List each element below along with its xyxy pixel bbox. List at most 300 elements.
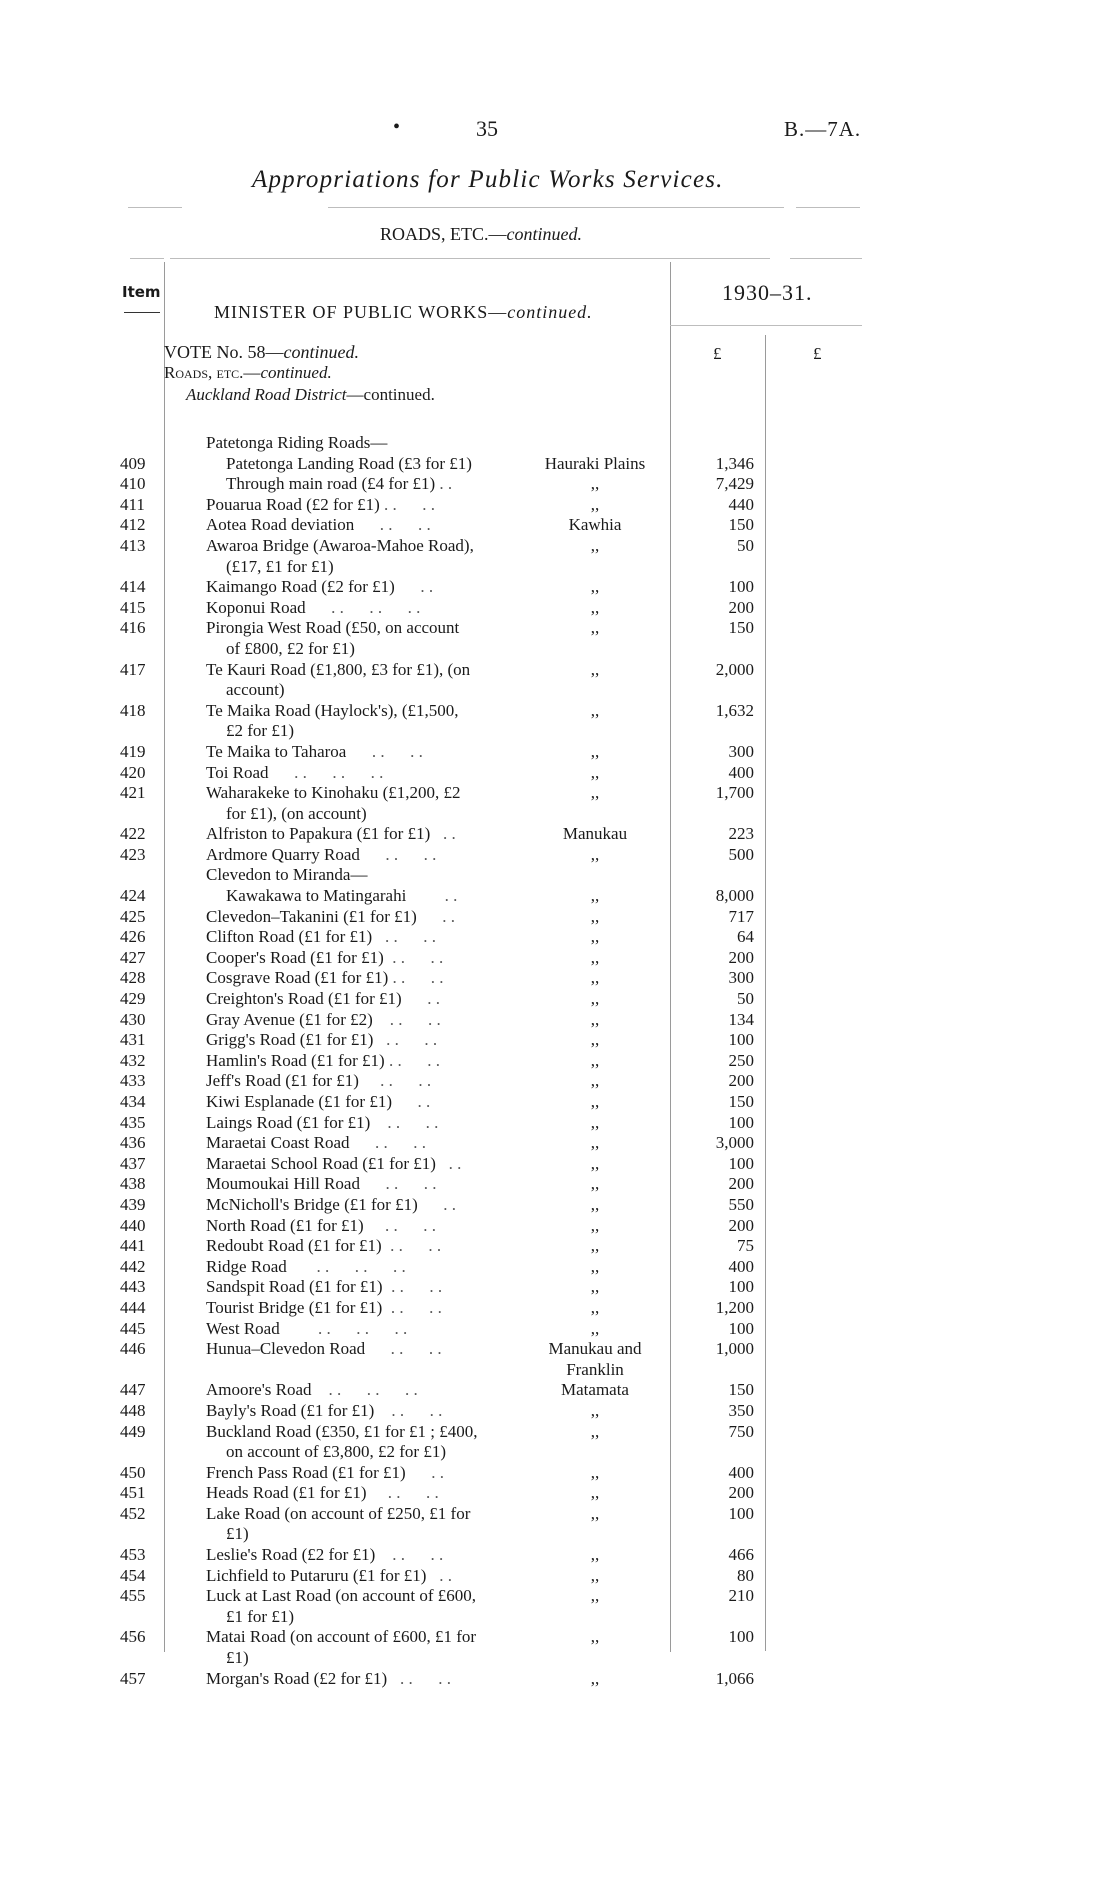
- item-description-text: North Road (£1 for £1): [206, 1215, 364, 1235]
- item-description: [226, 886, 457, 907]
- item-number: 412: [120, 515, 146, 535]
- item-description-text: Jeff's Road (£1 for £1): [206, 1071, 359, 1091]
- item-number: 425: [120, 906, 146, 926]
- leader-dots: . . . .: [382, 1277, 443, 1297]
- amount: 150: [728, 618, 754, 638]
- subtitle-continued: continued.: [506, 224, 582, 244]
- leader-dots: . . . .: [359, 1174, 437, 1194]
- roads-continued: continued.: [260, 363, 332, 382]
- table-row: [0, 1236, 1114, 1257]
- amount: 250: [728, 1050, 754, 1070]
- item-description-text: West Road: [206, 1318, 280, 1338]
- item-number: 420: [120, 762, 146, 782]
- table-row: [0, 1401, 1114, 1422]
- item-description: [206, 1339, 442, 1360]
- table-row: [0, 742, 1114, 763]
- table-row: [0, 701, 1114, 722]
- table-row: [0, 557, 1114, 578]
- item-description-text: Buckland Road (£350, £1 for £1 ; £400,: [206, 1421, 478, 1441]
- table-row: [0, 721, 1114, 742]
- item-number: 436: [120, 1133, 146, 1153]
- item-description: [206, 1133, 426, 1154]
- item-number: 410: [120, 474, 146, 494]
- district: ,,: [590, 1112, 600, 1132]
- table-row: [0, 1504, 1114, 1525]
- district: ,,: [590, 1256, 600, 1276]
- table-row: [0, 639, 1114, 660]
- item-number: 414: [120, 577, 146, 597]
- item-description: [206, 495, 435, 516]
- leader-dots: . . . .: [373, 1030, 438, 1050]
- item-number: 421: [120, 783, 146, 803]
- district: ,,: [590, 1545, 600, 1565]
- table-row: [0, 598, 1114, 619]
- district-heading: [186, 385, 435, 405]
- district: ,,: [590, 700, 600, 720]
- item-description: [206, 598, 420, 619]
- ministry-heading: [214, 302, 593, 323]
- item-description-text: Maraetai Coast Road: [206, 1133, 350, 1153]
- item-description-text: account): [226, 680, 285, 700]
- item-description: [206, 1463, 444, 1484]
- item-description-text: £1): [226, 1524, 249, 1544]
- district: ,,: [590, 1318, 600, 1338]
- table-top-rule-center: [170, 258, 770, 259]
- item-label-rule: [124, 312, 160, 313]
- district: ,,: [590, 1400, 600, 1420]
- amount: 200: [728, 1174, 754, 1194]
- district: Kawhia: [568, 515, 622, 535]
- item-description: [206, 865, 367, 886]
- item-number: 415: [120, 597, 146, 617]
- item-description-text: Kawakawa to Matingarahi: [226, 886, 407, 906]
- amount: 440: [728, 494, 754, 514]
- table-row: [0, 536, 1114, 557]
- leader-dots: . . . .: [346, 741, 423, 761]
- amount: 400: [728, 762, 754, 782]
- amount: 200: [728, 1215, 754, 1235]
- document-reference: B.—7A.: [784, 117, 862, 141]
- item-description-text: Laings Road (£1 for £1): [206, 1112, 371, 1132]
- item-description-text: Patetonga Riding Roads—: [206, 433, 388, 452]
- item-description: [206, 1422, 478, 1443]
- amount: 3,000: [715, 1133, 754, 1153]
- amount: 1,700: [715, 783, 754, 803]
- district: ,,: [590, 577, 600, 597]
- district: ,,: [590, 1503, 600, 1523]
- amount: 1,066: [715, 1668, 754, 1688]
- item-description: [226, 1442, 446, 1463]
- district: ,,: [590, 618, 600, 638]
- district: ,,: [590, 968, 600, 988]
- district: Hauraki Plains: [544, 453, 646, 473]
- item-number: 448: [120, 1400, 146, 1420]
- item-description: [206, 515, 431, 536]
- table-top-rule-right: [790, 258, 862, 259]
- leader-dots: . .: [406, 886, 458, 906]
- leader-dots: . . . .: [384, 1050, 440, 1070]
- district: ,,: [590, 886, 600, 906]
- district: Manukau: [562, 824, 628, 844]
- ministry-continued: continued.: [507, 302, 593, 322]
- item-description: [206, 1669, 451, 1690]
- table-row: [0, 1648, 1114, 1669]
- amount: 80: [737, 1565, 754, 1585]
- amount: 200: [728, 947, 754, 967]
- item-description-text: Clevedon–Takanini (£1 for £1): [206, 906, 417, 926]
- amount: 200: [728, 597, 754, 617]
- table-row: [0, 577, 1114, 598]
- item-description-text: £1 for £1): [226, 1606, 294, 1626]
- leader-dots: . .: [426, 1565, 452, 1585]
- item-description: [226, 721, 294, 742]
- title-rule-left: [128, 207, 182, 208]
- item-description-text: Through main road (£4 for £1): [226, 474, 436, 494]
- amount: 100: [728, 1277, 754, 1297]
- leader-dots: . . . .: [381, 1236, 442, 1256]
- item-description-text: Alfriston to Papakura (£1 for £1): [206, 824, 431, 844]
- item-description-text: Luck at Last Road (on account of £600,: [206, 1586, 477, 1606]
- leader-dots: . .: [392, 1092, 431, 1111]
- district: ,,: [590, 1030, 600, 1050]
- item-description-text: Tourist Bridge (£1 for £1): [206, 1297, 383, 1317]
- item-description: [206, 907, 455, 928]
- item-description: [206, 1319, 407, 1340]
- amount: 100: [728, 1030, 754, 1050]
- item-description: [206, 1010, 441, 1031]
- item-number: 454: [120, 1565, 146, 1585]
- amount: 350: [728, 1400, 754, 1420]
- table-row: [0, 515, 1114, 536]
- table-row: [0, 1216, 1114, 1237]
- pound-symbol-2: £: [813, 344, 822, 363]
- item-number: 447: [120, 1380, 146, 1400]
- roads-main: Roads, etc.—: [164, 363, 261, 382]
- district: ,,: [590, 783, 600, 803]
- leader-dots: . . . .: [375, 1545, 444, 1565]
- title-rule-right: [796, 207, 860, 208]
- amount: 223: [728, 824, 754, 844]
- leader-dots: . . . .: [374, 1400, 443, 1420]
- item-description-text: Kiwi Esplanade (£1 for £1): [206, 1092, 393, 1111]
- leader-dots: . .: [416, 906, 456, 926]
- item-number: 453: [120, 1545, 146, 1565]
- pound-symbol-1: £: [713, 344, 722, 363]
- amount: 1,200: [715, 1297, 754, 1317]
- district: Matamata: [561, 1380, 629, 1400]
- item-description: [206, 1174, 436, 1195]
- amount: 200: [728, 1071, 754, 1091]
- district: ,,: [590, 1565, 600, 1585]
- table-row: [0, 865, 1114, 886]
- item-description: [206, 1195, 456, 1216]
- item-description-text: £2 for £1): [226, 721, 294, 741]
- amount: 50: [737, 535, 754, 555]
- leader-dots: . . . .: [387, 1668, 451, 1688]
- item-description-text: Te Kauri Road (£1,800, £3 for £1), (on: [206, 659, 471, 679]
- item-description: [206, 660, 470, 681]
- table-row: [0, 783, 1114, 804]
- district: ,,: [590, 1277, 600, 1297]
- district: ,,: [590, 989, 600, 1009]
- table-row: [0, 1051, 1114, 1072]
- item-description-text: Matai Road (on account of £600, £1 for: [206, 1627, 477, 1647]
- item-description: [206, 1277, 442, 1298]
- table-row: [0, 1669, 1114, 1690]
- district: ,,: [590, 1483, 600, 1503]
- table-row: [0, 1607, 1114, 1628]
- item-description-text: Leslie's Road (£2 for £1): [206, 1545, 376, 1565]
- amount: 2,000: [715, 659, 754, 679]
- amount: 64: [737, 927, 754, 947]
- district: ,,: [590, 927, 600, 947]
- item-description-text: Te Maika to Taharoa: [206, 741, 347, 761]
- table-row: [0, 1133, 1114, 1154]
- amount: 200: [728, 1483, 754, 1503]
- table-row: [0, 1010, 1114, 1031]
- item-description-text: Heads Road (£1 for £1): [206, 1483, 367, 1503]
- item-number: 443: [120, 1277, 146, 1297]
- item-description: [206, 1216, 436, 1237]
- item-description-text: Lichfield to Putaruru (£1 for £1): [206, 1565, 427, 1585]
- district-continued: —continued.: [346, 385, 435, 404]
- table-row: [0, 1483, 1114, 1504]
- item-description-text: Ardmore Quarry Road: [206, 844, 360, 864]
- table-row: [0, 1463, 1114, 1484]
- table-row: [0, 1545, 1114, 1566]
- item-description-text: (£17, £1 for £1): [226, 556, 334, 576]
- item-number: 451: [120, 1483, 146, 1503]
- item-description: [206, 1071, 431, 1092]
- leader-dots: . . . .: [349, 1133, 427, 1153]
- table-row: [0, 660, 1114, 681]
- district: ,,: [590, 1153, 600, 1173]
- district: ,,: [590, 1462, 600, 1482]
- item-description: [206, 968, 444, 989]
- subtitle-main: ROADS, ETC.—: [380, 224, 507, 244]
- item-description: [206, 845, 436, 866]
- item-description: [206, 1030, 437, 1051]
- district: ,,: [590, 1050, 600, 1070]
- item-number: 441: [120, 1236, 146, 1256]
- item-description: [226, 454, 472, 475]
- amount: 100: [728, 1627, 754, 1647]
- leader-dots: . . . . . .: [311, 1380, 418, 1400]
- amount: 550: [728, 1194, 754, 1214]
- item-description-text: Bayly's Road (£1 for £1): [206, 1400, 375, 1420]
- leader-dots: . . . . . .: [279, 1318, 408, 1338]
- leader-dots: . . . .: [372, 1009, 441, 1029]
- district: Manukau and: [548, 1339, 642, 1359]
- item-description-text: Hamlin's Road (£1 for £1): [206, 1050, 385, 1070]
- table-row: [0, 1422, 1114, 1443]
- table-row: [0, 1257, 1114, 1278]
- item-number: 435: [120, 1112, 146, 1132]
- item-description: [226, 1524, 249, 1545]
- leader-dots: . . . . . .: [305, 597, 421, 617]
- item-description: [206, 927, 436, 948]
- item-description-text: Patetonga Landing Road (£3 for £1): [226, 453, 472, 473]
- item-number: 446: [120, 1339, 146, 1359]
- amount: 300: [728, 968, 754, 988]
- amount: 717: [728, 906, 754, 926]
- table-row: [0, 454, 1114, 475]
- item-description-text: Awaroa Bridge (Awaroa-Mahoe Road),: [206, 535, 474, 555]
- table-top-rule-left: [130, 258, 164, 259]
- item-description: [206, 701, 459, 722]
- year-heading: 1930–31.: [722, 280, 813, 305]
- item-description: [206, 1504, 470, 1525]
- table-row: [0, 1030, 1114, 1051]
- item-number: 437: [120, 1153, 146, 1173]
- item-number: 409: [120, 453, 146, 473]
- leader-dots: . .: [401, 989, 440, 1009]
- item-description-text: for £1), (on account): [226, 803, 367, 823]
- district: ,,: [590, 1092, 600, 1111]
- amount: 150: [728, 1092, 754, 1111]
- item-description: [226, 639, 355, 660]
- item-description: [206, 1380, 418, 1401]
- leader-dots: . . . .: [379, 494, 435, 514]
- item-description-text: Toi Road: [206, 762, 269, 782]
- table-row: [0, 845, 1114, 866]
- item-description: [206, 1483, 439, 1504]
- item-description-text: Creighton's Road (£1 for £1): [206, 989, 402, 1009]
- amount: 400: [728, 1256, 754, 1276]
- district: ,,: [590, 741, 600, 761]
- item-description-text: Hunua–Clevedon Road: [206, 1339, 366, 1359]
- district: ,,: [590, 1215, 600, 1235]
- table-row: [0, 1627, 1114, 1648]
- item-description: [206, 1627, 476, 1648]
- table-row: [0, 989, 1114, 1010]
- table-row: [0, 495, 1114, 516]
- item-description: [206, 742, 423, 763]
- amount: 7,429: [715, 474, 754, 494]
- item-column-label: Item: [122, 283, 161, 301]
- item-number: 431: [120, 1030, 146, 1050]
- item-description-text: Clevedon to Miranda—: [206, 865, 368, 885]
- amount: 100: [728, 1112, 754, 1132]
- item-number: 427: [120, 947, 146, 967]
- district: ,,: [590, 1194, 600, 1214]
- item-description-text: Gray Avenue (£1 for £2): [206, 1009, 373, 1029]
- table-row: [0, 433, 1114, 454]
- amount: 1,632: [715, 700, 754, 720]
- year-under-rule: [670, 325, 862, 326]
- item-number: 424: [120, 886, 146, 906]
- item-number: 423: [120, 844, 146, 864]
- item-description-text: Koponui Road: [206, 597, 306, 617]
- table-row: [0, 886, 1114, 907]
- amount: 210: [728, 1586, 754, 1606]
- item-description-text: on account of £3,800, £2 for £1): [226, 1442, 447, 1462]
- item-description-text: Morgan's Road (£2 for £1): [206, 1668, 388, 1688]
- item-description: [206, 1154, 461, 1175]
- item-description: [206, 1092, 430, 1113]
- item-description-text: Kaimango Road (£2 for £1): [206, 577, 395, 597]
- district: ,,: [590, 1421, 600, 1441]
- district: ,,: [590, 535, 600, 555]
- item-description: [206, 1545, 443, 1566]
- item-number: 411: [120, 494, 145, 514]
- district: ,,: [590, 1133, 600, 1153]
- district: ,,: [590, 1009, 600, 1029]
- item-number: 445: [120, 1318, 146, 1338]
- item-number: 430: [120, 1009, 146, 1029]
- item-description: [206, 1257, 406, 1278]
- table-row: [0, 1113, 1114, 1134]
- item-description-text: Te Maika Road (Haylock's), (£1,500,: [206, 700, 459, 720]
- district: ,,: [590, 844, 600, 864]
- amount: 150: [728, 1380, 754, 1400]
- amount: 50: [737, 989, 754, 1009]
- item-description-text: French Pass Road (£1 for £1): [206, 1462, 406, 1482]
- district: ,,: [590, 474, 600, 494]
- amount: 750: [728, 1421, 754, 1441]
- table-row: [0, 1442, 1114, 1463]
- district: ,,: [590, 1297, 600, 1317]
- item-description-text: Cooper's Road (£1 for £1): [206, 947, 384, 967]
- item-description: [206, 783, 461, 804]
- item-description: [206, 824, 456, 845]
- item-number: 452: [120, 1503, 146, 1523]
- table-row: [0, 824, 1114, 845]
- district: ,,: [590, 1627, 600, 1647]
- item-number: 418: [120, 700, 146, 720]
- table-row: [0, 1277, 1114, 1298]
- item-number: 449: [120, 1421, 146, 1441]
- table-row: [0, 1586, 1114, 1607]
- item-description: [206, 763, 383, 784]
- item-number: 457: [120, 1668, 146, 1688]
- item-description-text: Maraetai School Road (£1 for £1): [206, 1153, 436, 1173]
- item-number: 434: [120, 1092, 146, 1111]
- item-description: [206, 1051, 440, 1072]
- item-description-text: McNicholl's Bridge (£1 for £1): [206, 1194, 418, 1214]
- item-number: 456: [120, 1627, 146, 1647]
- leader-dots: . .: [435, 1153, 462, 1173]
- item-number: 455: [120, 1586, 146, 1606]
- table-row: [0, 1319, 1114, 1340]
- item-number: 438: [120, 1174, 146, 1194]
- leader-dots: . . . .: [358, 1071, 432, 1091]
- amount: 400: [728, 1462, 754, 1482]
- table-row: [0, 1566, 1114, 1587]
- leader-dots: . . . .: [366, 1483, 439, 1503]
- amount: 100: [728, 1153, 754, 1173]
- item-description-text: Sandspit Road (£1 for £1): [206, 1277, 383, 1297]
- item-description: [206, 1236, 441, 1257]
- item-description: [226, 557, 334, 578]
- table-row: [0, 907, 1114, 928]
- item-number: 439: [120, 1194, 146, 1214]
- district: ,,: [590, 1236, 600, 1256]
- header-dot: •: [393, 116, 401, 138]
- amount: 150: [728, 515, 754, 535]
- table-row: [0, 1360, 1114, 1381]
- vote-heading: [164, 342, 359, 363]
- amount: 134: [728, 1009, 754, 1029]
- table-row: [0, 1071, 1114, 1092]
- leader-dots: . . . .: [383, 947, 444, 967]
- leader-dots: . . . .: [365, 1339, 442, 1359]
- amount: 500: [728, 844, 754, 864]
- item-description-text: Cosgrave Road (£1 for £1): [206, 968, 389, 988]
- table-row: [0, 1298, 1114, 1319]
- table-row: [0, 680, 1114, 701]
- table-row: [0, 1339, 1114, 1360]
